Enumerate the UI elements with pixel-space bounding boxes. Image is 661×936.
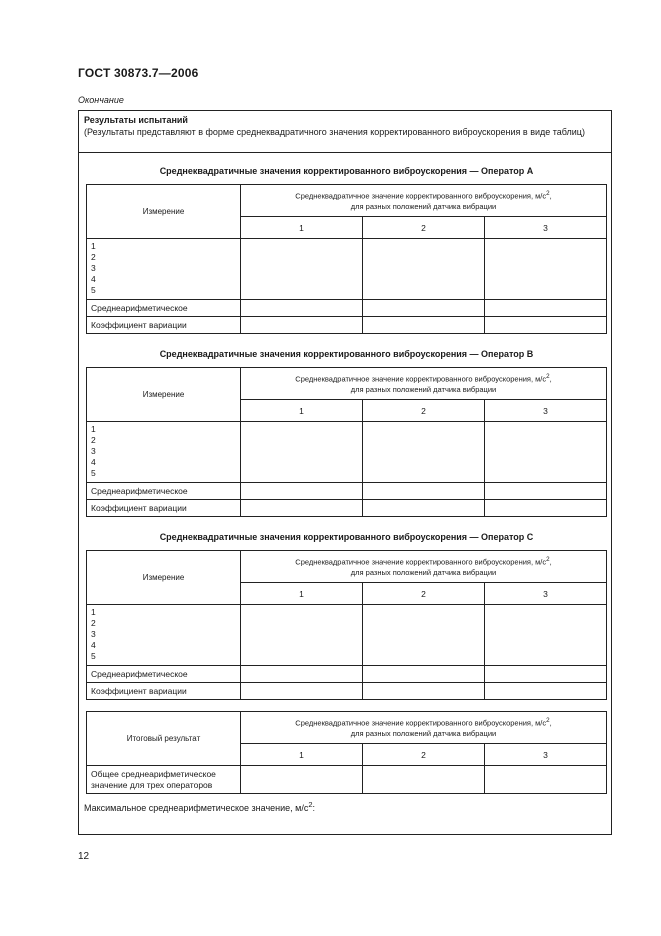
position-header-2: 2 bbox=[363, 583, 485, 605]
value-cell bbox=[241, 666, 363, 683]
value-cell bbox=[363, 683, 485, 700]
value-cell bbox=[485, 422, 607, 483]
value-cell bbox=[485, 605, 607, 666]
position-header-2: 2 bbox=[363, 400, 485, 422]
position-header-1: 1 bbox=[241, 217, 363, 239]
continuation-label: Окончание bbox=[78, 95, 124, 105]
value-cell bbox=[485, 500, 607, 517]
position-header-1: 1 bbox=[241, 400, 363, 422]
mean-label: Среднеарифметическое bbox=[87, 483, 241, 500]
value-cell bbox=[363, 605, 485, 666]
position-header-1: 1 bbox=[241, 583, 363, 605]
value-cell bbox=[241, 300, 363, 317]
value-cell bbox=[241, 766, 363, 794]
measurement-header: Измерение bbox=[87, 368, 241, 422]
value-cell bbox=[485, 300, 607, 317]
table-b-caption: Среднеквадратичные значения корректированного виброускорения — Оператор В bbox=[159, 349, 534, 359]
measurement-numbers: 1 2 3 4 5 bbox=[87, 239, 241, 300]
value-group-header: Среднеквадратичное значение корректированного виброускорения, $м/с^2$, для разных положений датчика вибрации bbox=[241, 185, 607, 217]
position-header-1: 1 bbox=[241, 744, 363, 766]
value-cell bbox=[363, 766, 485, 794]
page-number: 12 bbox=[78, 851, 90, 862]
position-header-3: 3 bbox=[485, 583, 607, 605]
mean-label: Среднеарифметическое bbox=[87, 300, 241, 317]
table-c-caption: Среднеквадратичные значения корректированного виброускорения — Оператор С bbox=[159, 532, 534, 542]
cv-label: Коэффициент вариации bbox=[87, 683, 241, 700]
value-cell bbox=[241, 500, 363, 517]
value-group-header: Среднеквадратичное значение корректированного виброускорения, $м/с^2$, для разных положений датчика вибрации bbox=[241, 712, 607, 744]
value-cell bbox=[363, 300, 485, 317]
value-cell bbox=[363, 666, 485, 683]
value-cell bbox=[363, 500, 485, 517]
document-title: ГОСТ 30873.7—2006 bbox=[78, 66, 199, 80]
measurement-numbers: 1 2 3 4 5 bbox=[87, 422, 241, 483]
value-group-header: Среднеквадратичное значение корректированного виброускорения, $м/с^2$, для разных положений датчика вибрации bbox=[241, 551, 607, 583]
cv-label: Коэффициент вариации bbox=[87, 500, 241, 517]
cv-label: Коэффициент вариации bbox=[87, 317, 241, 334]
value-cell bbox=[241, 239, 363, 300]
measurement-numbers: 1 2 3 4 5 bbox=[87, 605, 241, 666]
mean-label: Среднеарифметическое bbox=[87, 666, 241, 683]
results-header bbox=[78, 110, 612, 153]
measurement-header: Измерение bbox=[87, 185, 241, 239]
value-cell bbox=[363, 483, 485, 500]
table-operator-b bbox=[86, 367, 607, 517]
measurement-header: Измерение bbox=[87, 551, 241, 605]
table-a-caption: Среднеквадратичные значения корректированного виброускорения — Оператор А bbox=[159, 166, 534, 176]
results-heading: Результаты испытаний bbox=[84, 115, 188, 125]
table-operator-c bbox=[86, 550, 607, 700]
overall-mean-label: Общее среднеарифметическое значение для трех операторов bbox=[87, 766, 241, 794]
value-cell bbox=[485, 483, 607, 500]
value-cell bbox=[241, 422, 363, 483]
position-header-3: 3 bbox=[485, 217, 607, 239]
value-cell bbox=[363, 317, 485, 334]
max-value-line: Максимальное среднеарифметическое значение, $м/с^2$: bbox=[84, 800, 316, 813]
value-cell bbox=[241, 483, 363, 500]
value-cell bbox=[485, 317, 607, 334]
position-header-2: 2 bbox=[363, 217, 485, 239]
position-header-3: 3 bbox=[485, 400, 607, 422]
position-header-3: 3 bbox=[485, 744, 607, 766]
table-total-result bbox=[86, 711, 607, 794]
value-cell bbox=[485, 766, 607, 794]
total-result-header: Итоговый результат bbox=[87, 712, 241, 766]
table-operator-a bbox=[86, 184, 607, 334]
value-group-header: Среднеквадратичное значение корректированного виброускорения, $м/с^2$, для разных положений датчика вибрации bbox=[241, 368, 607, 400]
value-cell bbox=[485, 683, 607, 700]
value-cell bbox=[241, 605, 363, 666]
results-description: (Результаты представляют в форме среднеквадратичного значения корректированного виброускорения в виде таблиц) bbox=[84, 126, 585, 137]
value-cell bbox=[485, 666, 607, 683]
position-header-2: 2 bbox=[363, 744, 485, 766]
value-cell bbox=[363, 239, 485, 300]
value-cell bbox=[363, 422, 485, 483]
value-cell bbox=[485, 239, 607, 300]
value-cell bbox=[241, 317, 363, 334]
value-cell bbox=[241, 683, 363, 700]
